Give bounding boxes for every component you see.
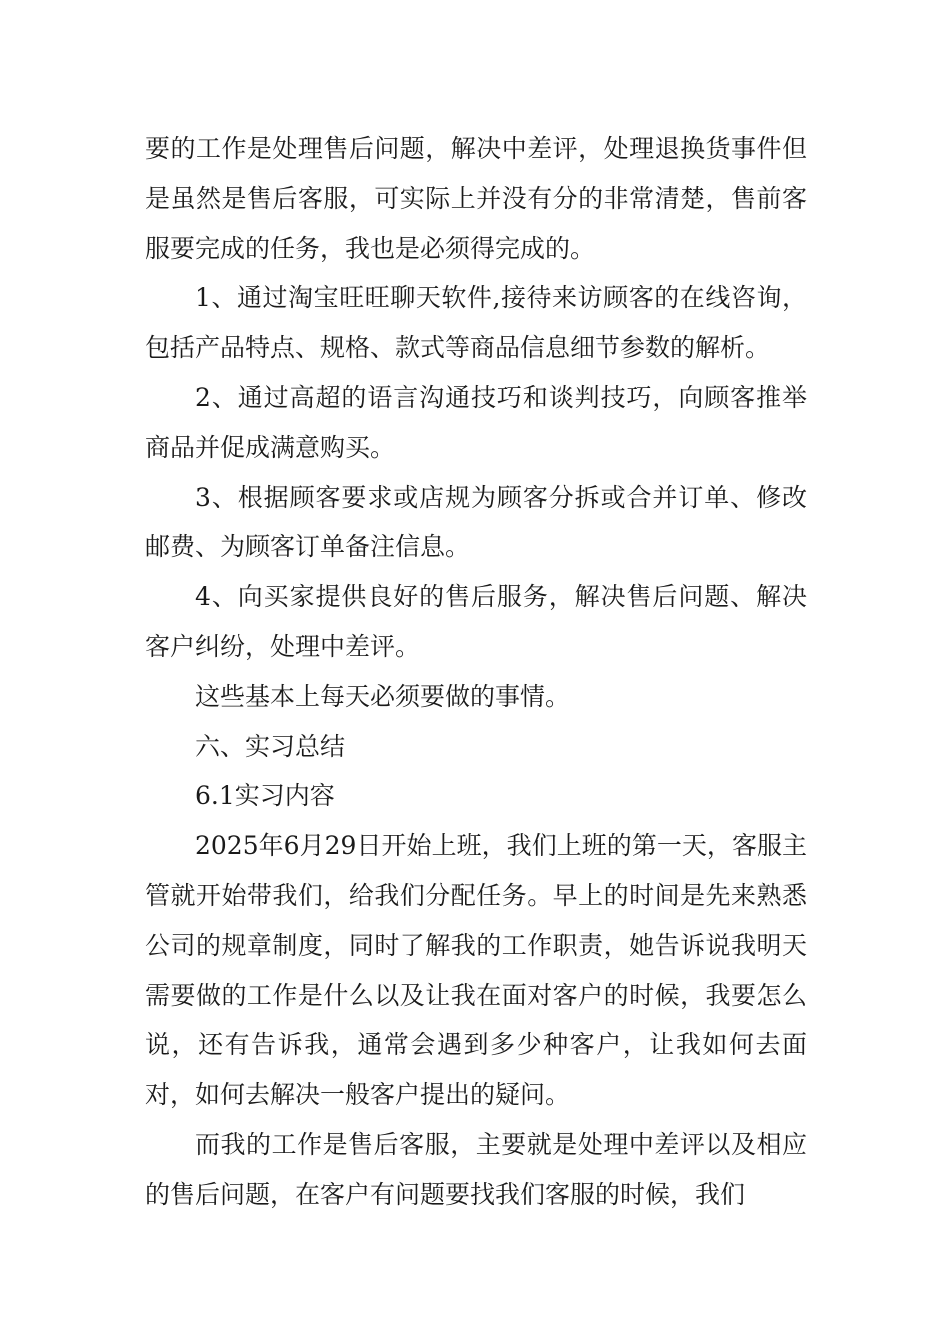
paragraph-continued-duties: 要的工作是处理售后问题，解决中差评，处理退换货事件但是虽然是售后客服，可实际上并没有分的非常清楚，售前客服要完成的任务，我也是必须得完成的。 xyxy=(145,134,807,263)
paragraph-after-sales-role: 而我的工作是售后客服，主要就是处理中差评以及相应的售后问题，在客户有问题要找我们客服的时候，我们 xyxy=(145,1129,807,1209)
document-body xyxy=(145,124,807,1220)
paragraph-item-3: 3、根据顾客要求或店规为顾客分拆或合并订单、修改邮费、为顾客订单备注信息。 xyxy=(145,482,807,562)
paragraph-daily-summary: 这些基本上每天必须要做的事情。 xyxy=(195,681,571,711)
paragraph-item-1: 1、通过淘宝旺旺聊天软件,接待来访顾客的在线咨询，包括产品特点、规格、款式等商品信息细节参数的解析。 xyxy=(145,283,807,363)
section-heading-internship-summary: 六、实习总结 xyxy=(195,731,346,761)
paragraph-item-2: 2、通过高超的语言沟通技巧和谈判技巧，向顾客推举商品并促成满意购买。 xyxy=(145,382,807,462)
subsection-heading-internship-content: 6.1实习内容 xyxy=(195,781,335,811)
paragraph-first-day: 2025年6月29日开始上班，我们上班的第一天，客服主管就开始带我们，给我们分配任务。早上的时间是先来熟悉公司的规章制度，同时了解我的工作职责，她告诉说我明天需要做的工作是什么以及让我在面对客户的时候，我要怎么说，还有告诉我，通常会遇到多少种客户，让我如何去面对，如何去解决一般客户提出的疑问。 xyxy=(145,831,807,1110)
paragraph-item-4: 4、向买家提供良好的售后服务，解决售后问题、解决客户纠纷，处理中差评。 xyxy=(145,582,807,661)
